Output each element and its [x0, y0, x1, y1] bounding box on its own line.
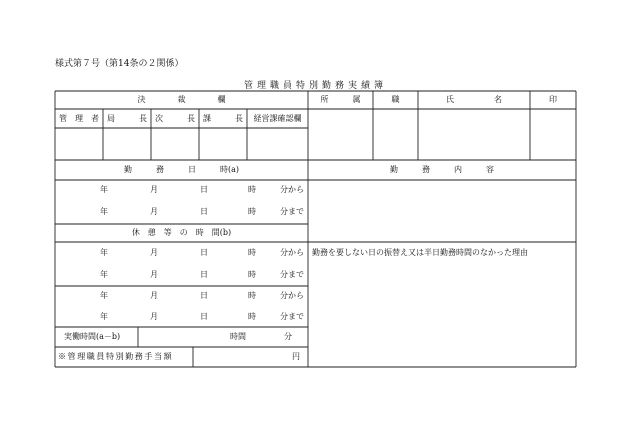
minute-until-unit: 分まで [280, 207, 304, 216]
month-unit: 月 [150, 207, 158, 216]
approval-role-management-check: 経営課確認欄 [253, 114, 302, 123]
allowance-label: ※管理職員特別勤務手当額 [58, 352, 174, 361]
month-unit: 月 [150, 312, 158, 321]
affiliation-position-label: 職 [391, 95, 400, 104]
day-unit: 日 [200, 207, 208, 216]
hour-unit: 時 [248, 185, 256, 194]
affiliation-seal-label: 印 [549, 95, 557, 104]
yen-unit: 円 [292, 352, 300, 361]
year-unit: 年 [100, 248, 108, 257]
month-unit: 月 [150, 185, 158, 194]
form-title: 管理職員特別勤務実績簿 [243, 81, 387, 91]
year-unit: 年 [100, 207, 108, 216]
hour-unit: 時 [248, 207, 256, 216]
month-unit: 月 [150, 248, 158, 257]
year-unit: 年 [100, 185, 108, 194]
hour-unit: 時 [248, 248, 256, 257]
approval-role-admin: 管 理 者 [59, 114, 99, 123]
minute-from-unit: 分から [280, 185, 304, 194]
approval-role-section-chief: 課 長 [203, 114, 243, 123]
hours-unit: 時間 [230, 332, 246, 341]
rest-time-header: 休 憩 等 の 時 間(b) [131, 228, 232, 237]
day-unit: 日 [200, 248, 208, 257]
minute-until-unit: 分まで [280, 312, 304, 321]
approval-role-bureau-chief: 局 長 [107, 114, 147, 123]
minute-from-unit: 分から [280, 291, 304, 300]
work-content-header: 勤 務 内 容 [390, 165, 494, 174]
month-unit: 月 [150, 291, 158, 300]
day-unit: 日 [200, 270, 208, 279]
affiliation-department-label: 所 属 [320, 95, 361, 104]
hour-unit: 時 [248, 291, 256, 300]
approval-header: 決 裁 欄 [137, 95, 226, 104]
form-number: 様式第７号（第14条の２関係） [55, 59, 184, 69]
day-unit: 日 [200, 291, 208, 300]
hour-unit: 時 [248, 312, 256, 321]
affiliation-name-label: 氏 名 [446, 95, 502, 104]
day-unit: 日 [200, 185, 208, 194]
reason-label: 勤務を要しない日の振替え又は半日勤務時間のなかった理由 [312, 248, 528, 257]
year-unit: 年 [100, 312, 108, 321]
minute-until-unit: 分まで [280, 270, 304, 279]
minute-from-unit: 分から [280, 248, 304, 257]
year-unit: 年 [100, 291, 108, 300]
work-datetime-header: 勤 務 日 時(a) [123, 165, 239, 174]
day-unit: 日 [200, 312, 208, 321]
month-unit: 月 [150, 270, 158, 279]
actual-hours-label: 実働時間(a－b) [64, 332, 121, 341]
hour-unit: 時 [248, 270, 256, 279]
minutes-unit: 分 [284, 332, 292, 341]
approval-role-deputy-chief: 次 長 [155, 114, 195, 123]
year-unit: 年 [100, 270, 108, 279]
